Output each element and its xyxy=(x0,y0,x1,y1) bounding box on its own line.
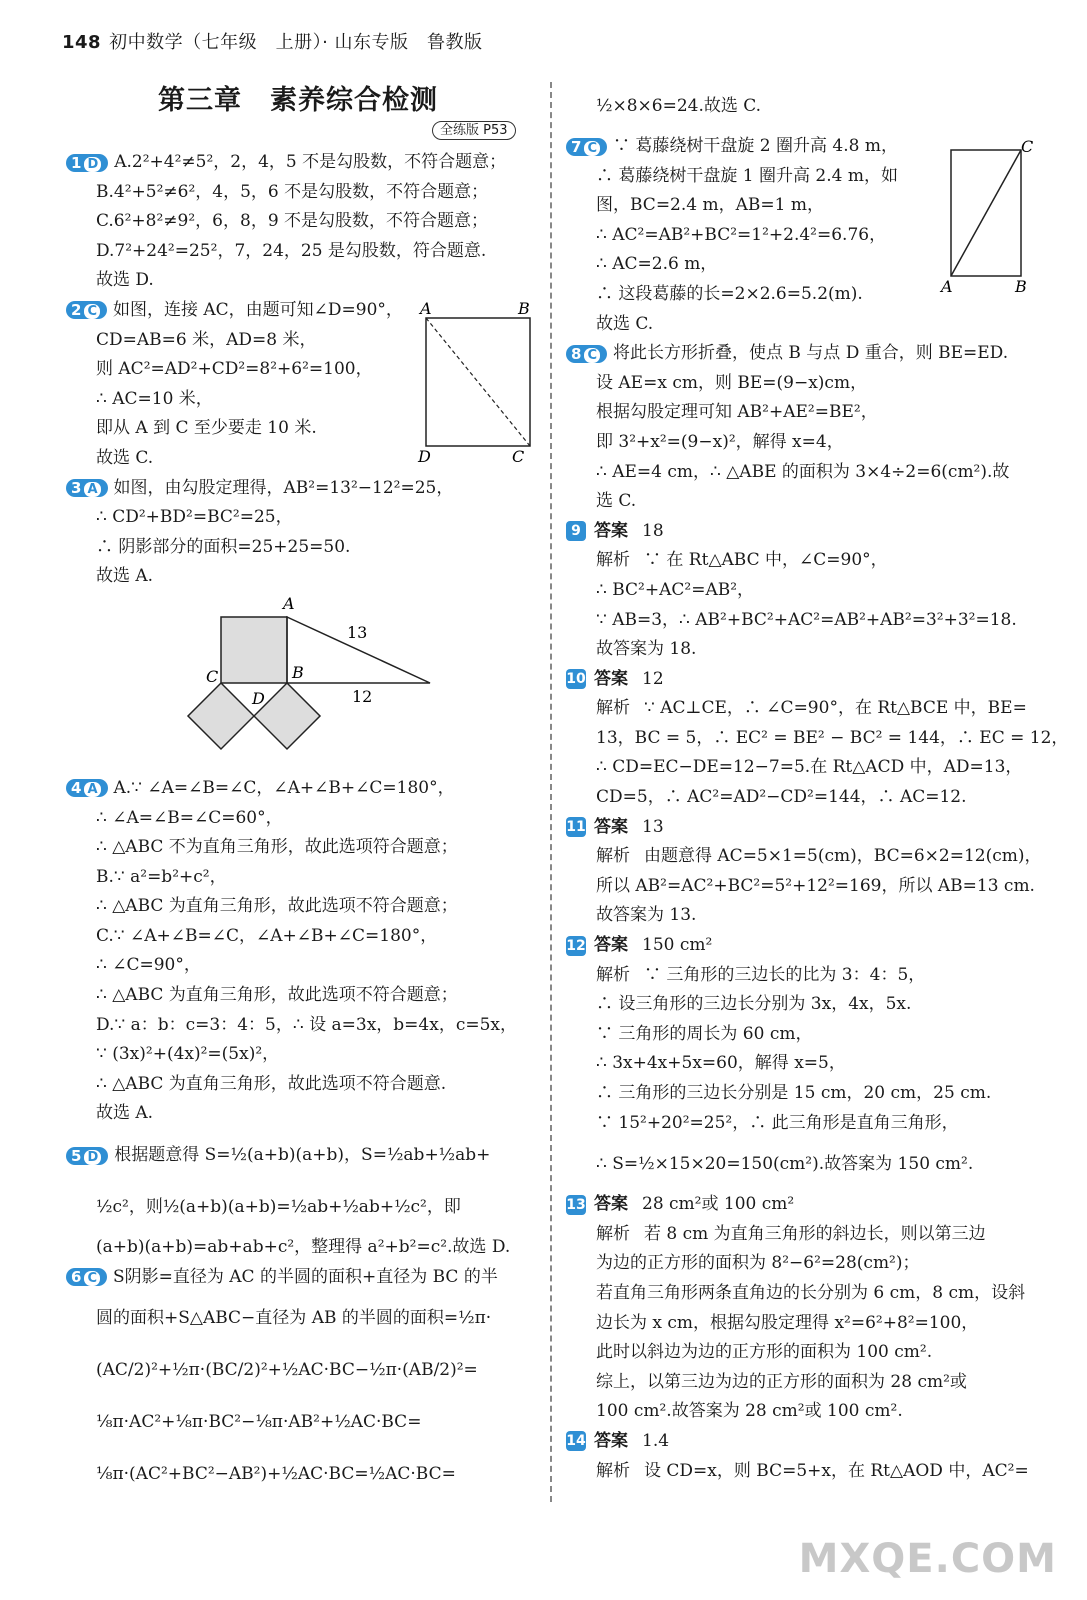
text-line: 故选 C. xyxy=(96,447,154,468)
label-c: C xyxy=(512,447,525,466)
text-line: ∴ △ABC 为直角三角形，故此选项不符合题意. xyxy=(96,1073,447,1094)
text-line: 为边的正方形的面积为 8²−6²=28(cm²)； xyxy=(596,1253,920,1274)
figure-rectangle-abc xyxy=(935,134,1045,296)
text-line: ∴ 这段葛藤的长=2×2.6=5.2(m). xyxy=(596,283,863,304)
text-line: 图，BC=2.4 m，AB=1 m， xyxy=(596,195,824,216)
text-line: C.6²+8²≠9²，6，8，9 不是勾股数，不符合题意； xyxy=(96,211,489,232)
text-line: 故选 A. xyxy=(96,1103,154,1124)
label-b: B xyxy=(1015,277,1027,296)
column-divider xyxy=(550,82,552,1502)
diagonal-ac xyxy=(426,318,530,446)
text-line: ∴ 葛藤绕树干盘旋 1 圈升高 2.4 m，如 xyxy=(596,165,898,186)
reference-badge: 全练版 P53 xyxy=(432,121,516,140)
label-a: A xyxy=(941,277,953,296)
square-left xyxy=(188,683,254,749)
text-line: ∴ 设三角形的三边长分别为 3x，4x，5x. xyxy=(596,994,912,1015)
watermark: MXQE.COM xyxy=(798,1536,1057,1582)
text-line: (AC/2)²+½π·(BC/2)²+½AC·BC−½π·(AB/2)²= xyxy=(96,1360,478,1381)
label-c: C xyxy=(1021,137,1034,156)
text-line: 边长为 x cm，根据勾股定理得 x²=6²+8²=100， xyxy=(596,1312,979,1333)
text-line: 将此长方形折叠，使点 B 与点 D 重合，则 BE=ED. xyxy=(612,343,1009,364)
text-line: ½×8×6=24.故选 C. xyxy=(596,96,762,116)
text-line: 此时以斜边为边的正方形的面积为 100 cm². xyxy=(596,1342,933,1363)
text-line: 故答案为 13. xyxy=(596,905,697,926)
question-number: 10 xyxy=(566,671,586,688)
figure-rectangle-abcd xyxy=(412,298,542,468)
text-line: 即从 A 到 C 至少要走 10 米. xyxy=(96,418,317,439)
answer-value: 28 cm²或 100 cm² xyxy=(642,1194,795,1215)
text-line: ∴ 3x+4x+5x=60，解得 x=5， xyxy=(596,1053,846,1074)
question-number: 11 xyxy=(566,819,586,836)
text-line: ∵ AB=3，∴ AB²+BC²+AC²=AB²+AB²=3²+3²=18. xyxy=(596,609,1017,630)
question-tag: 6 C xyxy=(66,1268,107,1286)
chapter-title: 第三章 素养综合检测 xyxy=(158,85,438,116)
text-line: 根据勾股定理可知 AB²+AE²=BE²， xyxy=(596,402,878,423)
label-b: B xyxy=(518,299,530,318)
text-line: ∵ 三角形的周长为 60 cm， xyxy=(596,1023,813,1044)
answer-label: 答案 xyxy=(594,816,628,837)
label-13: 13 xyxy=(347,623,368,642)
answer-value: 18 xyxy=(642,520,664,541)
text-line: 则 AC²=AD²+CD²=8²+6²=100， xyxy=(96,359,373,380)
text-line: ∴ ∠A=∠B=∠C=60°， xyxy=(96,807,283,828)
text-line: ∴ 阴影部分的面积=25+25=50. xyxy=(96,536,351,557)
analysis-label: 解析 xyxy=(596,550,630,571)
text-line: C.∵ ∠A+∠B=∠C，∠A+∠B+∠C=180°， xyxy=(96,925,438,946)
label-12: 12 xyxy=(352,687,373,706)
text-line: CD=AB=6 米，AD=8 米， xyxy=(96,329,317,350)
text-line: 故选 A. xyxy=(96,566,154,587)
text-line: (a+b)(a+b)=ab+ab+c²，整理得 a²+b²=c².故选 D. xyxy=(96,1237,511,1258)
text-line: 设 CD=x，则 BC=5+x，在 Rt△AOD 中，AC²= xyxy=(644,1460,1029,1481)
question-number: 14 xyxy=(566,1433,586,1450)
text-line: B.∵ a²=b²+c²， xyxy=(96,866,227,887)
answer-label: 答案 xyxy=(594,1430,628,1451)
text-line: D.7²+24²=25²，7，24，25 是勾股数，符合题意. xyxy=(96,240,487,261)
question-tag: 1 D xyxy=(66,154,108,172)
text-line: 设 AE=x cm，则 BE=(9−x)cm， xyxy=(596,372,868,393)
text-line: 综上，以第三边为边的正方形的面积为 28 cm²或 xyxy=(596,1371,967,1392)
text-line: 13，BC = 5，∴ EC² = BE² − BC² = 144，∴ EC = 12， xyxy=(596,727,1069,748)
text-line: ∴ △ABC 为直角三角形，故此选项不符合题意； xyxy=(96,985,458,1006)
text-line: 若直角三角形两条直角边的长分别为 6 cm，8 cm，设斜 xyxy=(596,1282,1026,1303)
text-line: S阴影=直径为 AC 的半圆的面积+直径为 BC 的半 xyxy=(112,1266,498,1287)
text-line: 100 cm².故答案为 28 cm²或 100 cm². xyxy=(596,1401,903,1422)
label-c: C xyxy=(206,667,219,686)
answer-label: 答案 xyxy=(594,935,628,956)
text-line: ∴ 三角形的三边长分别是 15 cm，20 cm，25 cm. xyxy=(596,1083,992,1103)
analysis-label: 解析 xyxy=(596,964,630,985)
text-line: 故答案为 18. xyxy=(596,639,697,660)
page-number: 148 xyxy=(62,32,102,53)
text-line: 即 3²+x²=(9−x)²，解得 x=4， xyxy=(596,431,844,452)
text-line: ∴ CD=EC−DE=12−7=5.在 Rt△ACD 中，AD=13， xyxy=(596,757,1023,778)
text-line: ∵ (3x)²+(4x)²=(5x)²， xyxy=(96,1044,280,1065)
page-header xyxy=(62,28,483,54)
text-line: A.∵ ∠A=∠B=∠C，∠A+∠B+∠C=180°， xyxy=(113,777,455,798)
text-line: 故选 C. xyxy=(596,313,654,334)
analysis-label: 解析 xyxy=(596,698,630,719)
text-line: 故选 D. xyxy=(96,270,154,291)
label-d: D xyxy=(252,689,265,708)
text-line: ∴ ∠C=90°， xyxy=(96,955,201,976)
text-line: ∵ 15²+20²=25²，∴ 此三角形是直角三角形， xyxy=(596,1112,959,1133)
text-line: B.4²+5²≠6²，4，5，6 不是勾股数，不符合题意； xyxy=(96,181,489,202)
text-line: 圆的面积+S△ABC−直径为 AB 的半圆的面积=½π· xyxy=(96,1308,492,1329)
analysis-label: 解析 xyxy=(596,846,630,867)
question-number: 12 xyxy=(566,937,586,954)
text-line: ∴ AC=2.6 m， xyxy=(596,254,718,275)
text-line: 如图，由勾股定理得，AB²=13²−12²=25， xyxy=(113,477,454,498)
label-a: A xyxy=(283,594,295,613)
text-line: ∴ AE=4 cm，∴ △ABE 的面积为 3×4÷2=6(cm²).故 xyxy=(596,461,1010,482)
text-line: 所以 AB²=AC²+BC²=5²+12²=169，所以 AB=13 cm. xyxy=(596,875,1035,896)
question-tag: 2 C xyxy=(66,301,107,319)
text-line: 由题意得 AC=5×1=5(cm)，BC=6×2=12(cm)， xyxy=(644,846,1042,867)
text-line: 若 8 cm 为直角三角形的斜边长，则以第三边 xyxy=(644,1223,986,1244)
text-line: ∴ AC=10 米， xyxy=(96,388,213,409)
label-d: D xyxy=(418,447,431,466)
text-line: 选 C. xyxy=(596,491,637,512)
label-b: B xyxy=(292,663,304,682)
text-line: A.2²+4²≠5²，2，4，5 不是勾股数，不符合题意； xyxy=(114,152,507,172)
text-line: ∴ △ABC 不为直角三角形，故此选项符合题意； xyxy=(96,837,458,858)
answer-value: 1.4 xyxy=(642,1430,670,1451)
question-tag: 7 C xyxy=(566,138,607,156)
label-a: A xyxy=(420,299,432,318)
answer-label: 答案 xyxy=(594,520,628,541)
text-line: ∴ △ABC 为直角三角形，故此选项不符合题意； xyxy=(96,896,458,917)
text-line: ∴ AC²=AB²+BC²=1²+2.4²=6.76， xyxy=(596,224,887,245)
text-line: ∵ AC⊥CE，∴ ∠C=90°，在 Rt△BCE 中，BE= xyxy=(644,698,1027,719)
text-line: ∴ CD²+BD²=BC²=25， xyxy=(96,507,293,528)
answer-value: 150 cm² xyxy=(642,935,713,956)
text-line: CD=5，∴ AC²=AD²−CD²=144，∴ AC=12. xyxy=(596,787,967,808)
question-tag: 8 C xyxy=(566,345,607,363)
text-line: ∵ 在 Rt△ABC 中，∠C=90°， xyxy=(644,550,888,571)
question-tag: 5 D xyxy=(66,1147,108,1165)
text-line: 如图，连接 AC，由题可知∠D=90°， xyxy=(112,299,403,320)
text-line: ∴ S=½×15×20=150(cm²).故答案为 150 cm². xyxy=(596,1154,974,1175)
answer-value: 12 xyxy=(642,668,664,689)
text-line: D.∵ a：b：c=3：4：5，∴ 设 a=3x，b=4x，c=5x， xyxy=(96,1014,517,1035)
analysis-label: 解析 xyxy=(596,1223,630,1244)
text-line: ½c²，则½(a+b)(a+b)=½ab+½ab+½c²，即 xyxy=(96,1197,461,1218)
book-title: 初中数学（七年级 上册）· 山东专版 鲁教版 xyxy=(109,32,483,53)
question-number: 13 xyxy=(566,1196,586,1213)
square-top xyxy=(221,617,287,683)
text-line: ∵ 三角形的三边长的比为 3：4：5， xyxy=(644,964,926,985)
diagonal-ac xyxy=(951,150,1021,276)
text-line: ⅛π·(AC²+BC²−AB²)+½AC·BC=½AC·BC= xyxy=(96,1464,456,1485)
text-line: ⅛π·AC²+⅛π·BC²−⅛π·AB²+½AC·BC= xyxy=(96,1412,422,1433)
answer-label: 答案 xyxy=(594,1194,628,1215)
text-line: ∴ BC²+AC²=AB²， xyxy=(596,579,755,600)
analysis-label: 解析 xyxy=(596,1460,630,1481)
question-tag: 3 A xyxy=(66,479,108,497)
question-tag: 4 A xyxy=(66,779,108,797)
question-number: 9 xyxy=(566,521,586,541)
figure-squares-triangle xyxy=(180,592,450,752)
text-line: 根据题意得 S=½(a+b)(a+b)，S=½ab+½ab+ xyxy=(114,1145,491,1166)
text-line: ∵ 葛藤绕树干盘旋 2 圈升高 4.8 m， xyxy=(612,136,898,156)
answer-value: 13 xyxy=(642,816,664,837)
answer-label: 答案 xyxy=(594,668,628,689)
